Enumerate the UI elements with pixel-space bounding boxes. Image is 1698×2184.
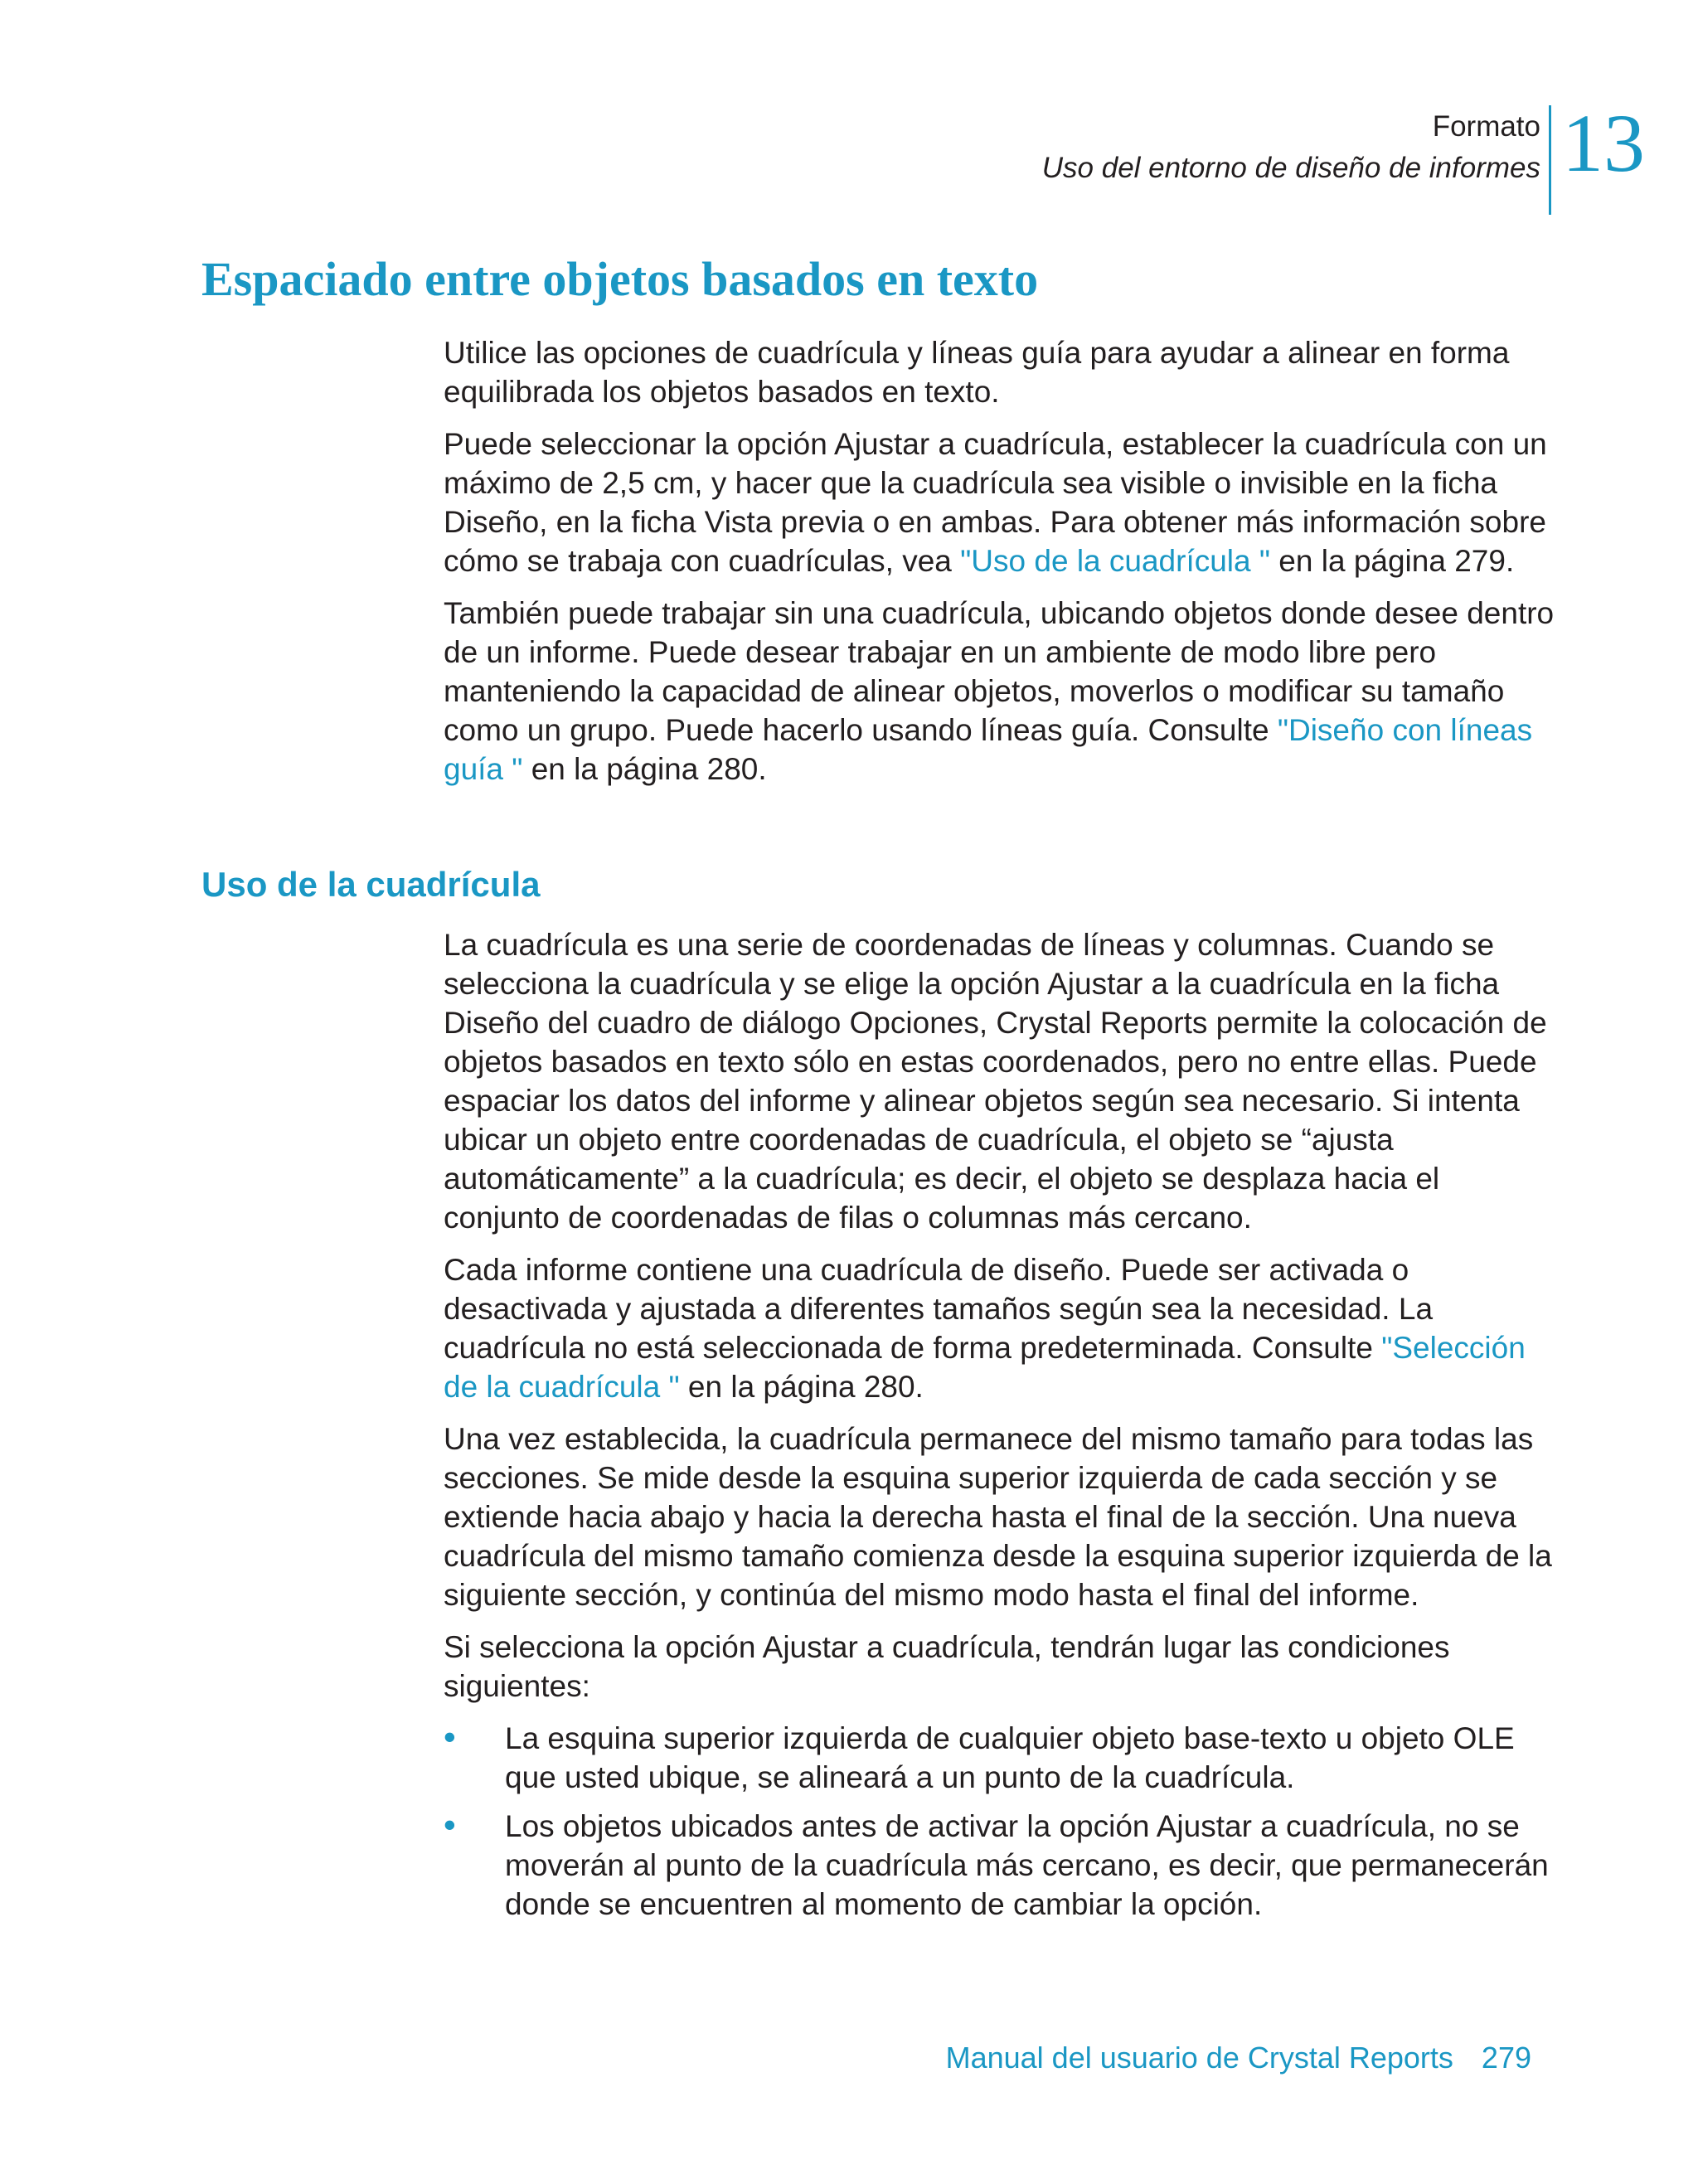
- paragraph-text: Cada informe contiene una cuadrícula de diseño. Puede ser activada o desactivada y ajustada a diferentes tamaños según sea la necesidad. La cuadrícula no está seleccionada de forma predeterminada. Consulte: [444, 1253, 1434, 1365]
- paragraph: La cuadrícula es una serie de coordenadas de líneas y columnas. Cuando se selecciona la cuadrícula y se elige la opción Ajustar a la cuadrícula en la ficha Diseño del cuadro de diálogo Opciones, Crystal Reports permite la colocación de objetos basados en texto sólo en estas coordenados, pero no entre ellas. Puede espaciar los datos del informe y alinear objetos según sea necesario. Si intenta ubicar un objeto entre coordenadas de cuadrícula, el objeto se “ajusta automáticamente” a la cuadrícula; es decir, el objeto se desplaza hacia el conjunto de coordenadas de filas o columnas más cercano.: [444, 928, 1547, 1235]
- paragraph-text: Puede seleccionar la opción Ajustar a cuadrícula, establecer la cuadrícula con un máximo de 2,5 cm, y hacer que la cuadrícula sea visible o invisible en la ficha Diseño, en la ficha Vista previa o en ambas. Para obtener más información sobre cómo se trabaja con cuadrículas, vea: [444, 427, 1547, 578]
- footer-manual-title: Manual del usuario de Crystal Reports: [945, 2041, 1453, 2075]
- section-title: Espaciado entre objetos basados en texto: [201, 252, 1039, 306]
- paragraph-text: en la página 279.: [1270, 544, 1515, 578]
- running-header-section: Uso del entorno de diseño de informes: [1041, 152, 1540, 184]
- page-footer: [946, 2039, 1531, 2077]
- paragraph: [444, 594, 1555, 789]
- page-number: 279: [1481, 2041, 1531, 2075]
- subsection-title: Uso de la cuadrícula: [201, 865, 541, 904]
- running-header: [1042, 106, 1540, 189]
- paragraph-text: También puede trabajar sin una cuadrícula, ubicando objetos donde desee dentro de un informe. Puede desear trabajar en un ambiente de modo libre pero manteniendo la capacidad de alinear objetos, moverlos o modificar su tamaño como un grupo. Puede hacerlo usando líneas guía. Consulte: [444, 596, 1555, 747]
- bullet-list: [444, 1719, 1555, 1924]
- list-item-text: La esquina superior izquierda de cualquier objeto base-texto u objeto OLE que usted ubique, se alineará a un punto de la cuadrícula.: [505, 1721, 1515, 1794]
- bullet-icon: •: [444, 1717, 456, 1756]
- list-item-text: Los objetos ubicados antes de activar la opción Ajustar a cuadrícula, no se moverán al punto de la cuadrícula más cercano, es decir, que permanecerán donde se encuentren al momento de cambiar la opción.: [505, 1809, 1549, 1921]
- list-item: [444, 1807, 1555, 1924]
- paragraph-text: en la página 280.: [679, 1370, 924, 1404]
- paragraph: Una vez establecida, la cuadrícula permanece del mismo tamaño para todas las secciones. Se mide desde la esquina superior izquierda de cada sección y se extiende hacia abajo y hacia la derecha hasta el final de la sección. Una nueva cuadrícula del mismo tamaño comienza desde la esquina superior izquierda de la siguiente sección, y continúa del mismo modo hasta el final del informe.: [444, 1422, 1552, 1612]
- header-divider: [1549, 105, 1551, 215]
- cross-reference-link[interactable]: "Uso de la cuadrícula ": [960, 544, 1271, 578]
- list-item: [444, 1719, 1555, 1797]
- paragraph: Si selecciona la opción Ajustar a cuadrícula, tendrán lugar las condiciones siguientes:: [444, 1630, 1450, 1703]
- page-edge-shade: [1646, 0, 1698, 2184]
- subsection-body: [444, 925, 1555, 1934]
- bullet-icon: •: [444, 1805, 456, 1844]
- cross-reference-link[interactable]: "Selección de la cuadrícula ": [444, 1331, 1526, 1404]
- running-header-chapter: Formato: [1432, 110, 1540, 143]
- paragraph-text: en la página 280.: [522, 752, 767, 786]
- chapter-number: 13: [1562, 97, 1645, 189]
- section-body: [444, 333, 1555, 802]
- paragraph: Utilice las opciones de cuadrícula y líneas guía para ayudar a alinear en forma equilibrada los objetos basados en texto.: [444, 336, 1510, 409]
- cross-reference-link[interactable]: "Diseño con líneas guía ": [444, 713, 1533, 786]
- paragraph: [444, 1250, 1555, 1406]
- paragraph: [444, 425, 1555, 580]
